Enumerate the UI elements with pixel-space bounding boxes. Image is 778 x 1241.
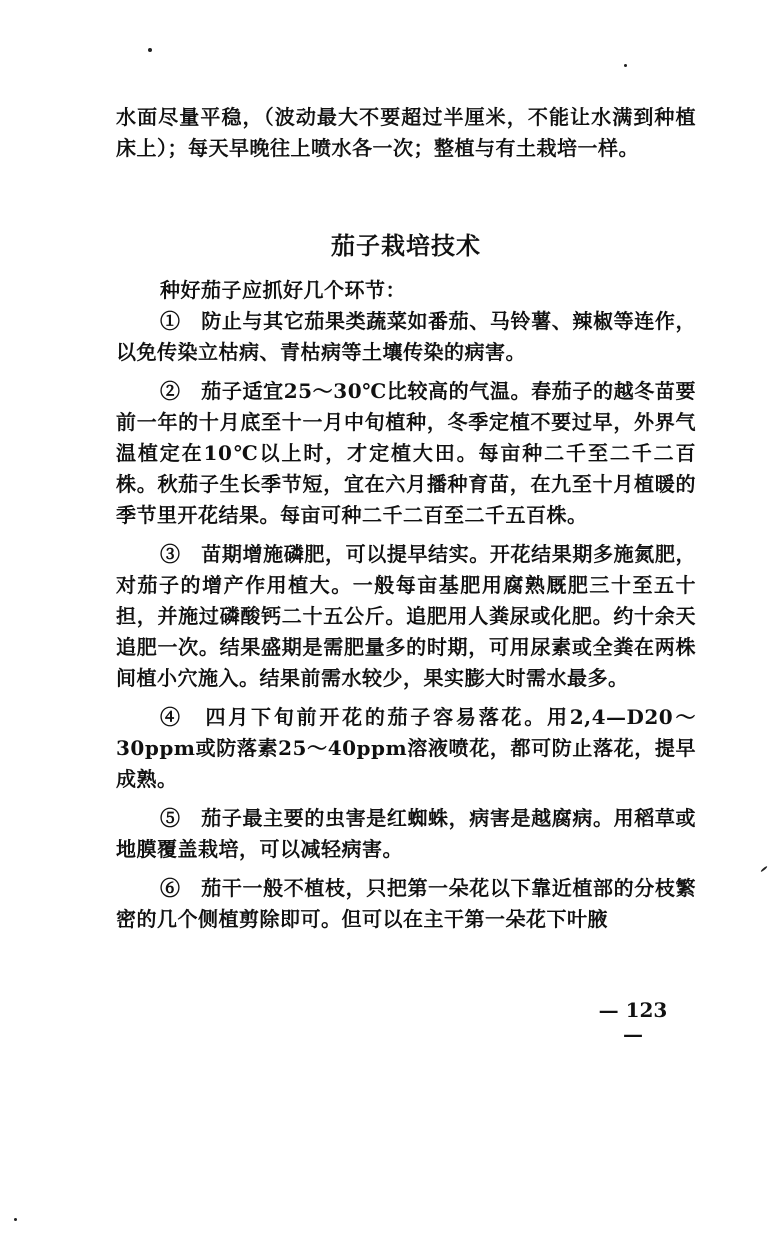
point-3: ③ 苗期增施磷肥，可以提早结实。开花结果期多施氮肥，对茄子的增产作用植大。一般每亩基肥用腐熟厩肥三十至五十担，并施过磷酸钙二十五公斤。追肥用人粪尿或化肥。约十余天追肥一次。结果盛期是需肥量多的时期，可用尿素或全粪在两株间植小穴施入。结果前需水较少，果实膨大时需水最多。 bbox=[116, 542, 696, 690]
scan-speck bbox=[760, 866, 767, 873]
page-number: — 123 — bbox=[598, 998, 668, 1046]
point-4: ④ 四月下旬前开花的茄子容易落花。用2,4—D20～30ppm或防落素25～40ppm溶液喷花，都可防止落花，提早成熟。 bbox=[116, 705, 696, 791]
scan-speck bbox=[14, 1218, 17, 1221]
continuation-paragraph bbox=[116, 102, 696, 164]
point-5: ⑤ 茄子最主要的虫害是红蜘蛛，病害是越腐病。用稻草或地膜覆盖栽培，可以减轻病害。 bbox=[116, 806, 696, 861]
body-text bbox=[116, 275, 696, 935]
scan-speck bbox=[624, 64, 627, 67]
point-2: ② 茄子适宜25～30℃比较高的气温。春茄子的越冬苗要前一年的十月底至十一月中旬植种，冬季定植不要过早，外界气温植定在10℃以上时，才定植大田。每亩种二千至二千二百株。秋茄子生长季节短，宜在六月播种育苗，在九至十月植暖的季节里开花结果。每亩可种二千二百至二千五百株。 bbox=[116, 379, 696, 527]
intro-paragraph: 种好茄子应抓好几个环节： bbox=[160, 278, 406, 302]
point-1: ① 防止与其它茄果类蔬菜如番茄、马铃薯、辣椒等连作，以免传染立枯病、青枯病等土壤传染的病害。 bbox=[116, 309, 696, 364]
section-title: 茄子栽培技术 bbox=[331, 231, 481, 260]
point-6: ⑥ 茄干一般不植枝，只把第一朵花以下靠近植部的分枝繁密的几个侧植剪除即可。但可以在主干第一朵花下叶腋 bbox=[116, 876, 696, 931]
continuation-text: 水面尽量平稳，（波动最大不要超过半厘米，不能让水满到种植床上）；每天早晚往上喷水各一次；整植与有土栽培一样。 bbox=[116, 105, 696, 160]
scan-speck bbox=[148, 48, 152, 52]
